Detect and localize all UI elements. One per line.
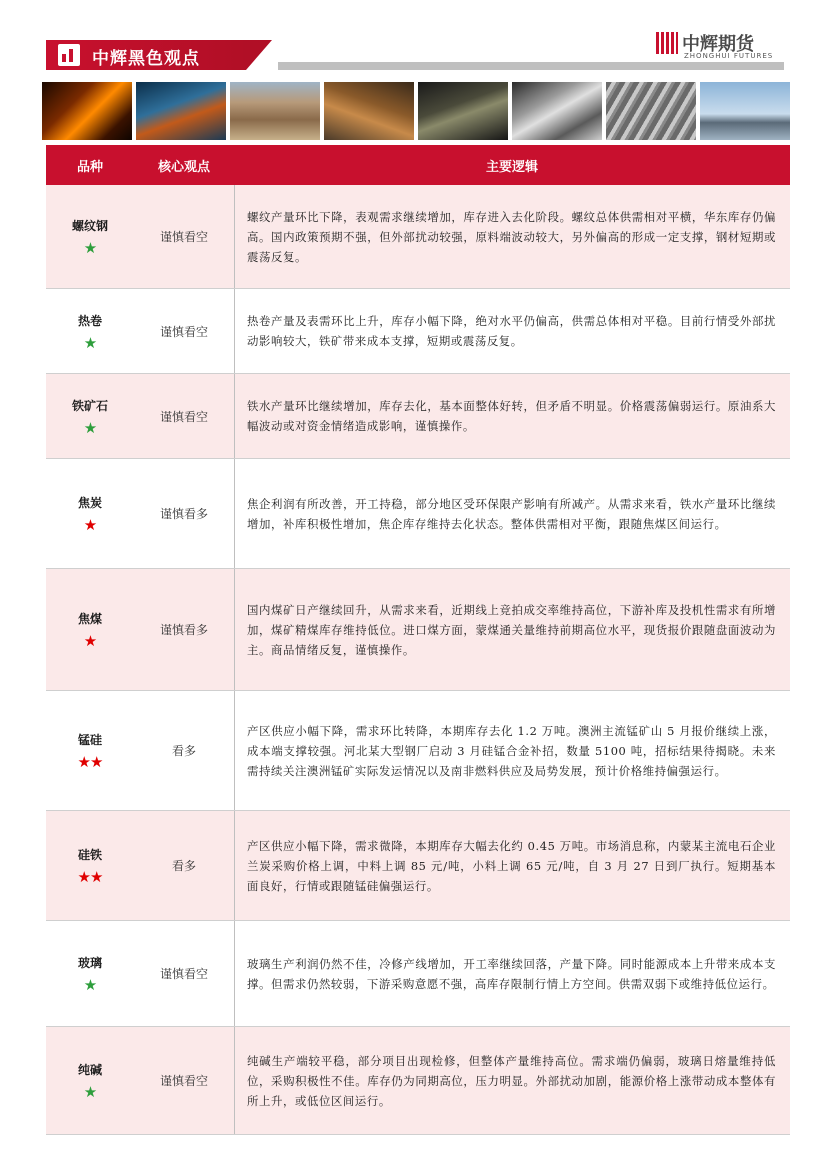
logic-cell: 螺纹产量环比下降，表观需求继续增加，库存进入去化阶段。螺纹总体供需相对平横，华东库存仍偏高。国内政策预期不强，但外部扰动较强，原料端波动较大，另外偏高的形成一定支撑，钢材短期或震荡反复。 — [247, 209, 776, 264]
product-cell — [46, 374, 134, 458]
rebar-photo — [606, 82, 696, 140]
product-name: 焦煤 — [77, 612, 102, 626]
product-name: 螺纹钢 — [71, 219, 108, 233]
page-title: 中辉黑色观点 — [92, 49, 200, 69]
view-cell: 谨慎看空 — [134, 921, 235, 1026]
view-cell: 谨慎看多 — [134, 569, 235, 690]
logic-cell: 产区供应小幅下降，需求微降，本期库存大幅去化约 0.45 万吨。市场消息称，内蒙某主流电石企业兰炭采购价格上调，中料上调 85 元/吨，小料上调 65 元/吨，自 3 月 27 日到厂执行。短期基本面良好，行情或跟随锰硅偏强运行。 — [247, 838, 776, 893]
logic-cell: 玻璃生产利润仍然不佳，冷修产线增加，开工率继续回落，产量下降。同时能源成本上升带来成本支撑。但需求仍然较弱，下游采购意愿不强，高库存限制行情上方空间。供需双弱下或维持低位运行。 — [247, 956, 776, 991]
star-rating-icon: ★ — [83, 1083, 97, 1101]
product-cell — [46, 811, 134, 920]
view-cell: 看多 — [134, 691, 235, 810]
logic-cell: 产区供应小幅下降，需求环比转降，本期库存去化 1.2 万吨。澳洲主流锰矿山 5 月报价继续上涨，成本端支撑较强。河北某大型钢厂启动 3 月硅锰合金补招，数量 5100 吨，招标结果待揭晓。未来需持续关注澳洲锰矿实际发运情况以及南非燃料供应及局势发展，预计价格维持偏强运行。 — [247, 723, 776, 778]
bar-chart-icon — [58, 44, 80, 66]
star-rating-icon: ★ — [83, 976, 97, 994]
star-rating-icon: ★★ — [77, 753, 103, 771]
page-header — [46, 34, 784, 72]
brand-logo — [656, 30, 782, 60]
star-rating-icon: ★ — [83, 418, 97, 437]
steel-furnace-photo — [42, 82, 132, 140]
header-product: 品种 — [76, 159, 103, 175]
star-rating-icon: ★ — [83, 239, 97, 257]
open-pit-mine-photo — [230, 82, 320, 140]
product-cell — [46, 569, 134, 690]
product-cell — [46, 921, 134, 1026]
table-row — [46, 185, 790, 289]
product-cell — [46, 691, 134, 810]
view-cell: 谨慎看空 — [134, 185, 235, 288]
product-cell — [46, 289, 134, 373]
table-row — [46, 811, 790, 921]
logic-cell: 焦企利润有所改善，开工持稳，部分地区受环保限产影响有所减产。从需求来看，铁水产量环比继续增加，补库积极性增加，焦企库存维持去化状态。整体供需相对平衡，跟随焦煤区间运行。 — [247, 496, 776, 531]
logic-cell: 国内煤矿日产继续回升，从需求来看，近期线上竞拍成交率维持高位，下游补库及投机性需求有所增加，煤矿精煤库存维持低位。进口煤方面，蒙煤通关量维持前期高位水平，现货报价跟随盘面波动为主。商品情绪反复，谨慎操作。 — [247, 602, 776, 657]
star-rating-icon: ★ — [83, 632, 97, 650]
table-row — [46, 921, 790, 1027]
header-view: 核心观点 — [157, 159, 210, 175]
table-row — [46, 459, 790, 569]
star-rating-icon: ★ — [83, 333, 97, 352]
product-name: 纯碱 — [77, 1063, 102, 1077]
product-name: 铁矿石 — [71, 398, 108, 413]
market-view-table — [46, 145, 790, 1135]
product-name: 热卷 — [77, 313, 102, 328]
brand-name-cn: 中辉期货 — [682, 34, 754, 55]
brand-name-en: ZHONGHUI FUTURES — [684, 52, 774, 60]
star-rating-icon: ★★ — [77, 868, 103, 886]
coal-mine-photo — [418, 82, 508, 140]
product-cell — [46, 459, 134, 568]
product-name: 硅铁 — [77, 848, 102, 862]
table-row — [46, 374, 790, 459]
view-cell: 谨慎看空 — [134, 1027, 235, 1134]
star-rating-icon: ★ — [83, 516, 97, 534]
table-row — [46, 691, 790, 811]
product-name: 锰硅 — [77, 733, 102, 747]
product-name: 焦炭 — [77, 496, 102, 510]
logic-cell: 热卷产量及表需环比上升，库存小幅下降，绝对水平仍偏高，供需总体相对平稳。目前行情受外部扰动影响较大，铁矿带来成本支撑，短期或震荡反复。 — [247, 314, 776, 348]
view-cell: 看多 — [134, 811, 235, 920]
header-title-bar — [46, 40, 246, 70]
mining-machinery-photo — [136, 82, 226, 140]
steel-bridge-photo — [700, 82, 790, 140]
product-name: 玻璃 — [77, 956, 102, 970]
table-header — [46, 145, 790, 185]
product-cell — [46, 185, 134, 288]
view-cell: 谨慎看空 — [134, 374, 235, 458]
excavator-photo — [324, 82, 414, 140]
photo-strip — [42, 82, 790, 140]
header-logic: 主要逻辑 — [485, 159, 538, 175]
table-row — [46, 289, 790, 374]
table-row — [46, 1027, 790, 1135]
header-divider — [278, 62, 784, 70]
logic-cell: 铁水产量环比继续增加，库存去化，基本面整体好转，但矛盾不明显。价格震荡偏弱运行。原油系大幅波动或对资金情绪造成影响，谨慎操作。 — [247, 399, 776, 433]
metal-blocks-photo — [512, 82, 602, 140]
table-row — [46, 569, 790, 691]
brand-mark-icon — [656, 32, 678, 54]
view-cell: 谨慎看多 — [134, 459, 235, 568]
product-cell — [46, 1027, 134, 1134]
logic-cell: 纯碱生产端较平稳，部分项目出现检修，但整体产量维持高位。需求端仍偏弱，玻璃日熔量维持低位，采购积极性不佳。库存仍为同期高位，压力明显。外部扰动加剧，能源价格上涨带动成本整体有所上升，或低位区间运行。 — [247, 1053, 776, 1108]
view-cell: 谨慎看空 — [134, 289, 235, 373]
